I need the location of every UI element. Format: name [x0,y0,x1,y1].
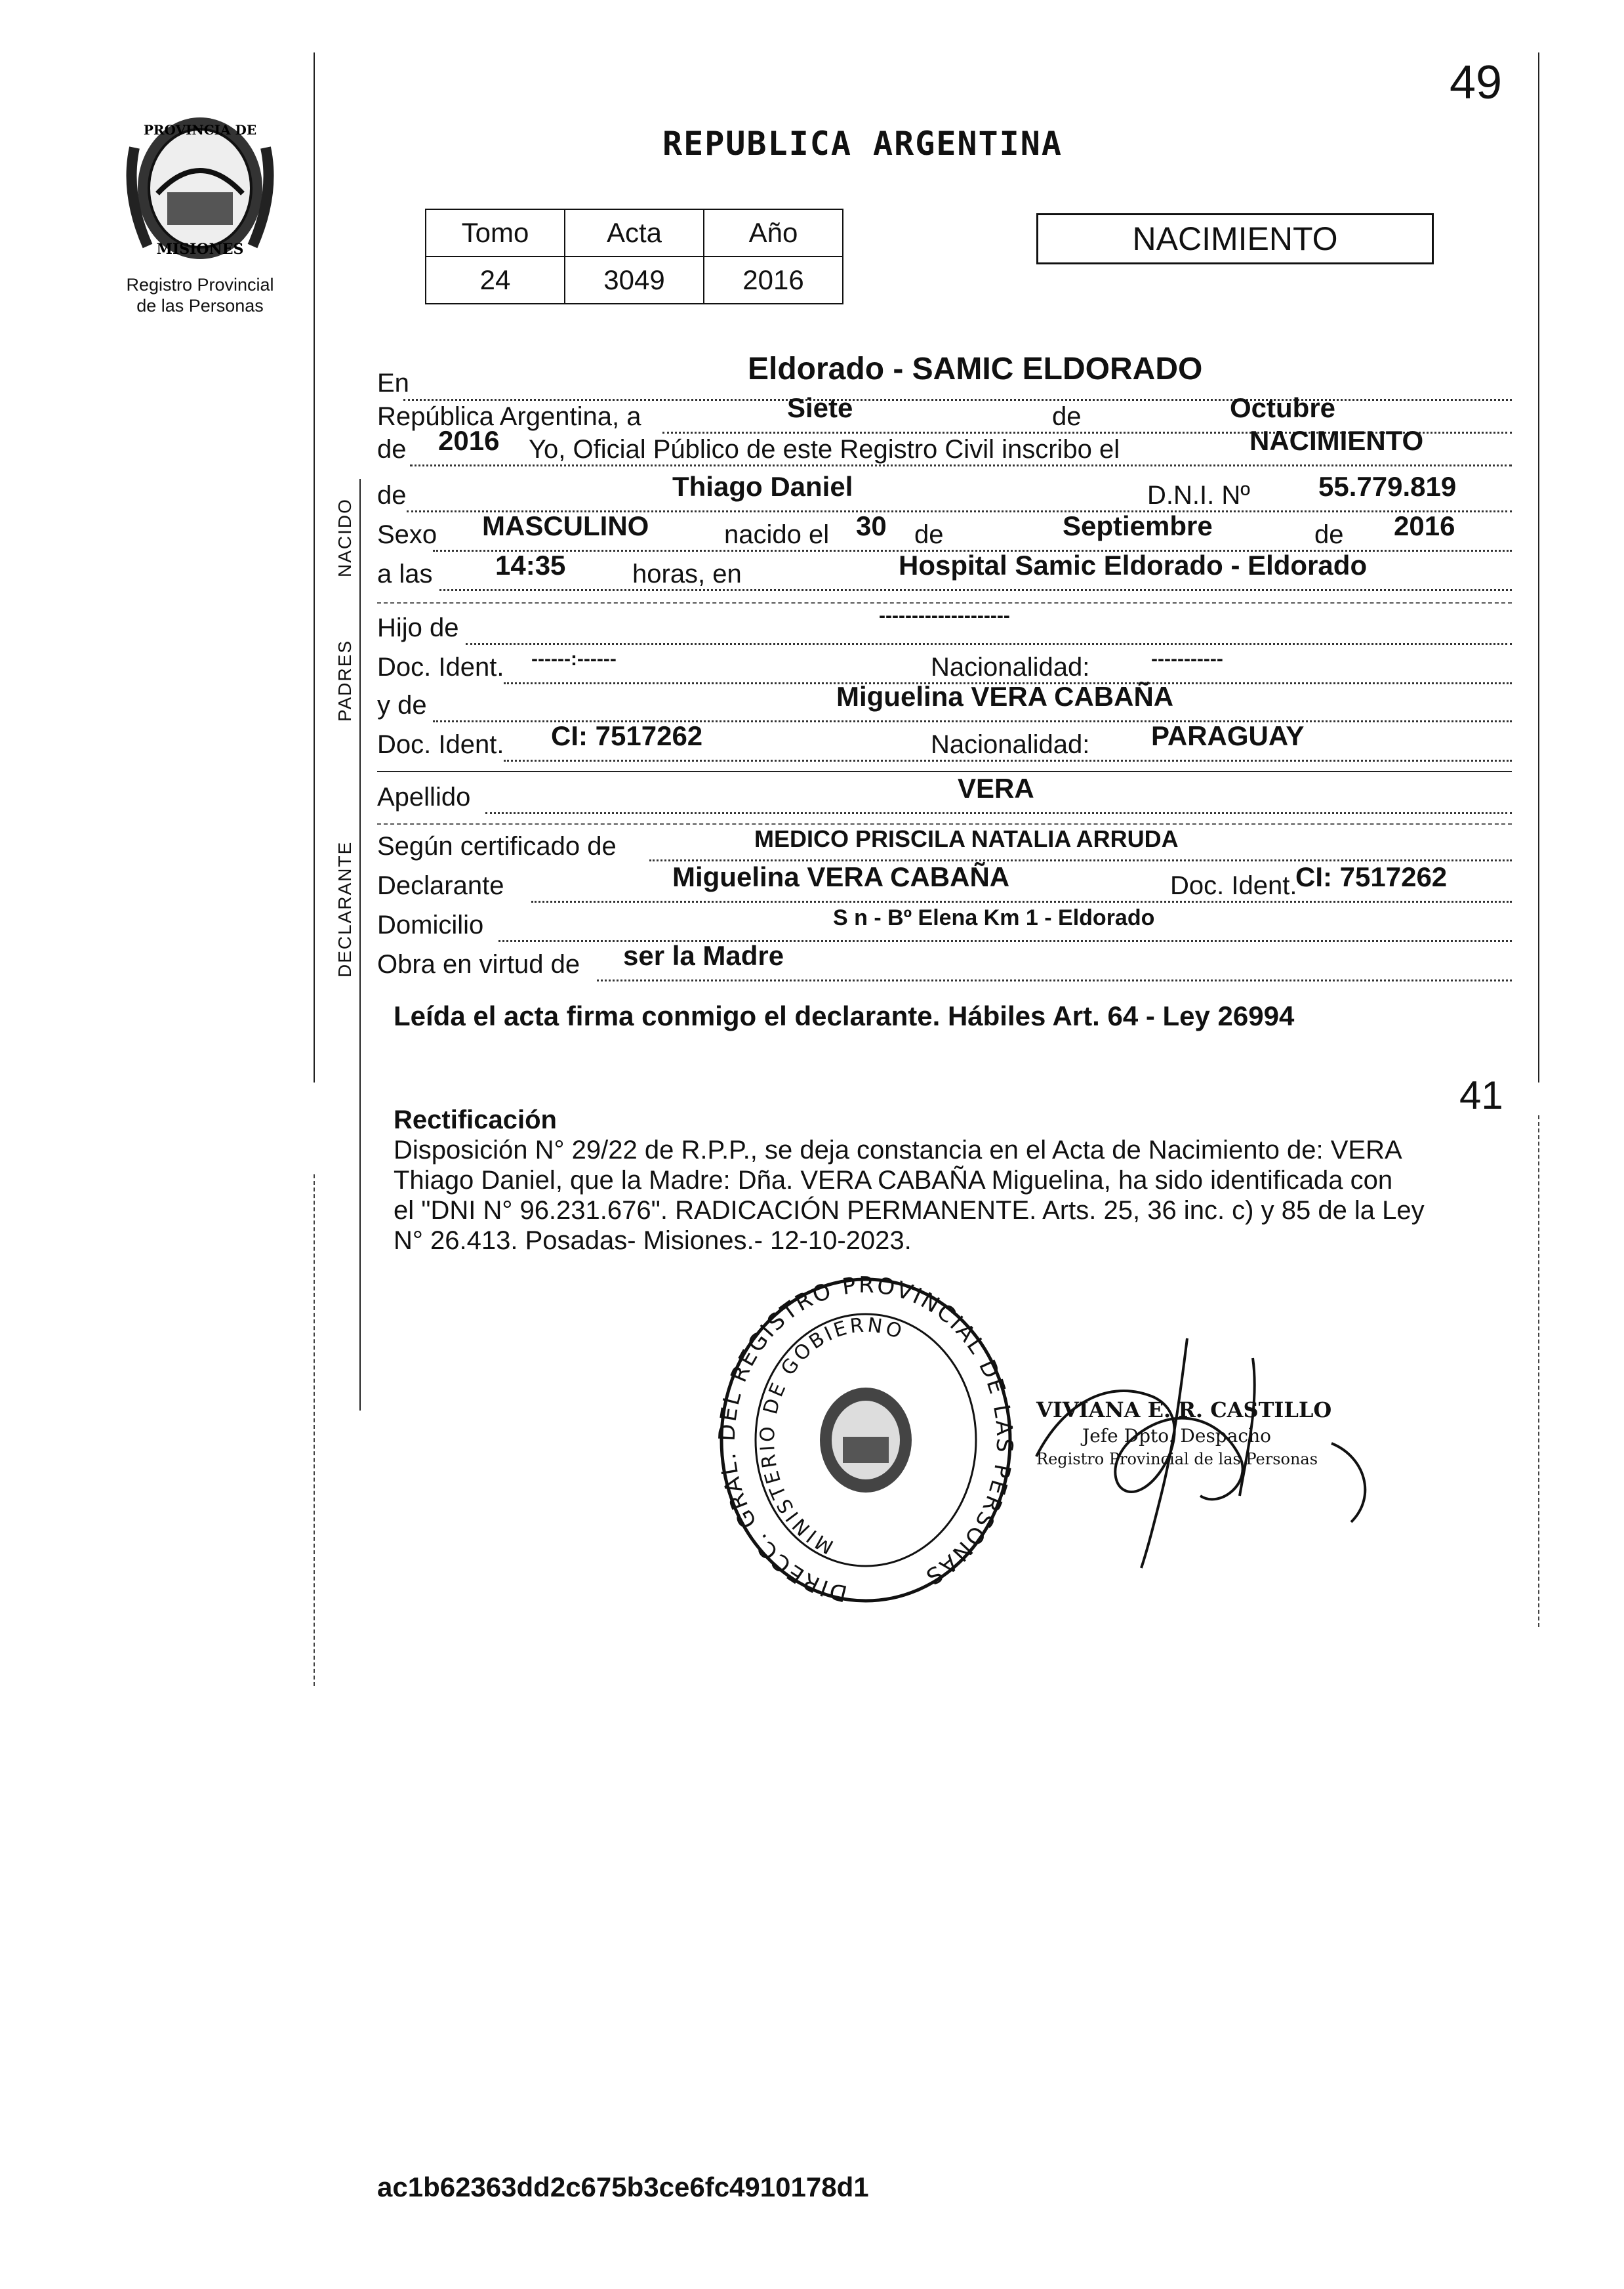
label-apellido: Apellido [377,783,471,812]
label-dni: D.N.I. Nº [1145,481,1253,510]
value-domicilio: S n - Bº Elena Km 1 - Eldorado [833,905,1155,930]
label-hijo-de: Hijo de [377,613,459,642]
value-declarante-doc: CI: 7517262 [1295,861,1448,892]
value-madre-doc: CI: 7517262 [551,720,703,751]
value-sexo: MASCULINO [482,510,649,541]
section-divider-line [359,479,361,1411]
label-en: En [377,369,409,398]
left-frame-line [314,52,315,1083]
value-hora: 14:35 [495,550,566,581]
rectificacion-line: Disposición N° 29/22 de R.P.P., se deja constancia en el Acta de Nacimiento de: VERA [394,1136,1402,1165]
record-type-box: NACIMIENTO [1036,213,1434,264]
value-dia-inscripcion: Siete [787,392,853,423]
rectificacion-body [394,1135,1425,1256]
row-doc-madre-line [504,760,1512,762]
label-de-nombre: de [377,481,407,510]
value-anio-inscripcion: 2016 [438,425,500,456]
label-doc-ident-padre: Doc. Ident. [377,653,504,682]
value-madre-nacionalidad: PARAGUAY [1151,720,1305,751]
value-padre-nacionalidad: ----------- [1151,648,1223,670]
row-hijo-line [466,643,1512,645]
signature-stamp-role: Jefe Dpto. Despacho [1082,1425,1271,1447]
value-madre: Miguelina VERA CABAÑA [836,681,1174,712]
label-obra-en-virtud: Obra en virtud de [377,950,580,979]
row-hora-line [439,589,1512,591]
label-yo-oficial: Yo, Oficial Público de este Registro Civil inscribo el [525,435,1124,464]
value-anio-nacimiento: 2016 [1394,510,1455,541]
signature-block [1023,1325,1391,1575]
label-horas-en: horas, en [630,560,744,589]
signature-stamp-name: VIVIANA E. R. CASTILLO [1036,1397,1332,1422]
label-segun-certificado: Según certificado de [377,832,617,861]
record-meta-table [425,209,843,304]
value-padre: -------------------- [879,605,1010,627]
label-sexo: Sexo [377,520,437,549]
meta-value-anio: 2016 [704,257,843,304]
row-apellido-line [485,812,1512,814]
meta-header-acta: Acta [565,209,704,257]
svg-text:MISIONES: MISIONES [156,241,244,258]
label-declarante: Declarante [377,871,504,900]
value-lugar: Eldorado - SAMIC ELDORADO [748,352,1203,386]
label-domicilio: Domicilio [377,911,484,939]
row-anio-line [410,464,1512,466]
official-round-stamp [715,1273,1017,1614]
value-apellido: VERA [958,773,1034,804]
meta-value-tomo: 24 [426,257,565,304]
rectificacion-number: 41 [1459,1073,1503,1117]
section-divider-apellido [377,823,1512,825]
side-label-nacido: NACIDO [335,498,355,577]
value-certificado: MEDICO PRISCILA NATALIA ARRUDA [754,825,1179,852]
value-dia-nacimiento: 30 [856,510,887,541]
section-divider-padres [377,771,1512,772]
value-declarante: Miguelina VERA CABAÑA [672,861,1010,892]
side-label-padres: PADRES [335,639,355,722]
office-name [98,274,302,316]
row-en-line [403,399,1512,401]
svg-text:PROVINCIA DE: PROVINCIA DE [143,122,257,138]
rectificacion-heading: Rectificación [394,1105,557,1134]
label-republica-a: República Argentina, a [377,402,641,431]
value-nombre: Thiago Daniel [672,471,853,502]
footer-hash: ac1b62363dd2c675b3ce6fc4910178d1 [377,2172,869,2202]
value-acto: NACIMIENTO [1249,425,1424,456]
label-de-mes-nacimiento: de [912,520,946,550]
document-title: REPUBLICA ARGENTINA [662,125,1063,163]
side-label-declarante: DECLARANTE [335,840,355,978]
value-lugar-nacimiento: Hospital Samic Eldorado - Eldorado [899,550,1368,581]
rectificacion-line: Thiago Daniel, que la Madre: Dña. VERA CABAÑA Miguelina, ha sido identificada con [394,1166,1393,1195]
right-frame-line-lower [1538,1115,1539,1627]
svg-text:DIRECC. GRAL. DEL REGISTRO PRO: DIRECC. GRAL. DEL REGISTRO PROVINCIAL DE LAS PERSONAS [715,1273,1017,1607]
row-declarante-line [531,901,1512,903]
office-name-line2: de las Personas [136,296,264,316]
section-divider-nacido [377,602,1512,604]
value-mes-inscripcion: Octubre [1230,392,1336,423]
label-doc-ident-declarante: Doc. Ident. [1167,871,1299,901]
right-frame-line [1538,52,1539,1083]
value-dni: 55.779.819 [1318,471,1457,502]
signature-stamp-office: Registro Provincial de las Personas [1036,1450,1318,1468]
rectificacion-line: N° 26.413. Posadas- Misiones.- 12-10-2023. [394,1226,912,1255]
rectificacion-line: el "DNI N° 96.231.676". RADICACIÓN PERMANENTE. Arts. 25, 36 inc. c) y 85 de la Ley [394,1196,1425,1225]
left-frame-line-lower [314,1174,315,1686]
label-doc-ident-madre: Doc. Ident. [377,730,504,759]
meta-value-acta: 3049 [565,257,704,304]
province-seal-logo [121,108,279,269]
label-nacionalidad-madre: Nacionalidad: [928,730,1092,760]
label-y-de: y de [377,691,427,720]
label-de-anio-nacimiento: de [1312,520,1347,550]
label-a-las: a las [377,560,433,588]
svg-text:MINISTERIO DE GOBIERNO: MINISTERIO DE GOBIERNO [756,1313,908,1558]
label-de-anio: de [377,435,407,464]
label-de-mes: de [1049,402,1084,432]
value-padre-doc: ------:------ [531,648,617,670]
row-obra-line [597,980,1512,981]
label-nacido-el: nacido el [721,520,832,550]
closing-statement: Leída el acta firma conmigo el declarante. Hábiles Art. 64 - Ley 26994 [394,1000,1295,1031]
value-obra-en-virtud: ser la Madre [623,940,784,971]
label-nacionalidad-padre: Nacionalidad: [928,653,1092,682]
page-number: 49 [1450,56,1503,109]
meta-header-anio: Año [704,209,843,257]
meta-header-tomo: Tomo [426,209,565,257]
value-mes-nacimiento: Septiembre [1063,510,1213,541]
office-name-line1: Registro Provincial [126,275,274,295]
